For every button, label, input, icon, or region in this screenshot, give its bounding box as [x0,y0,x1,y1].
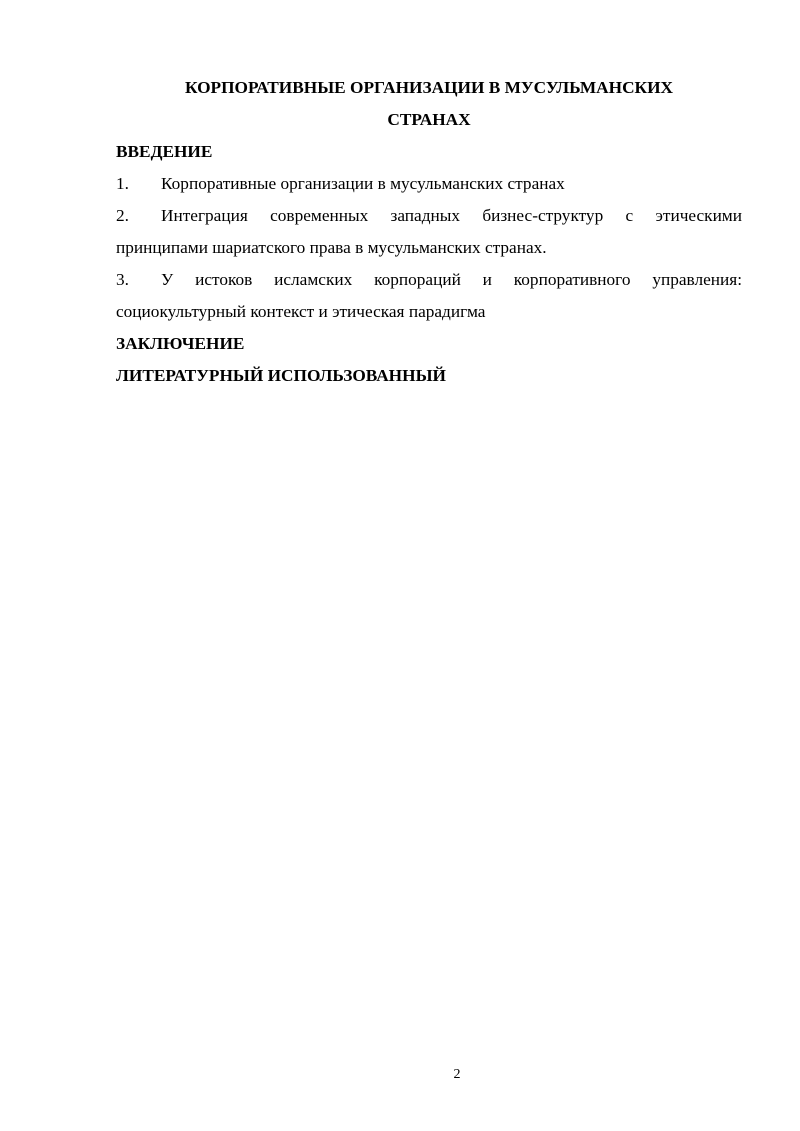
toc-item-text: Корпоративные организации в мусульманских странах [161,174,565,193]
conclusion-heading: ЗАКЛЮЧЕНИЕ [116,334,245,353]
page-number: 2 [453,1067,461,1082]
toc-item-number: 1. [116,174,129,193]
intro-heading: ВВЕДЕНИЕ [116,142,213,161]
toc-item-number: 3. [116,270,129,289]
table-of-contents [116,72,742,392]
document-title [116,72,742,136]
toc-item-number: 2. [116,206,129,225]
references-heading: ЛИТЕРАТУРНЫЙ ИСПОЛЬЗОВАННЫЙ [116,366,446,385]
toc-item-text: Интеграция современных западных бизнес-структур с этическими принципами шариатского права в мусульманских странах. [116,206,742,257]
title-line-1: КОРПОРАТИВНЫЕ ОРГАНИЗАЦИИ В МУСУЛЬМАНСКИХ [184,78,674,97]
toc-item-3 [116,264,742,328]
toc-item-text: У истоков исламских корпораций и корпоративного управления: социокультурный контекст и этическая парадигма [116,270,742,321]
title-line-2: СТРАНАХ [387,110,471,129]
toc-item-1 [116,168,742,200]
toc-item-2 [116,200,742,264]
